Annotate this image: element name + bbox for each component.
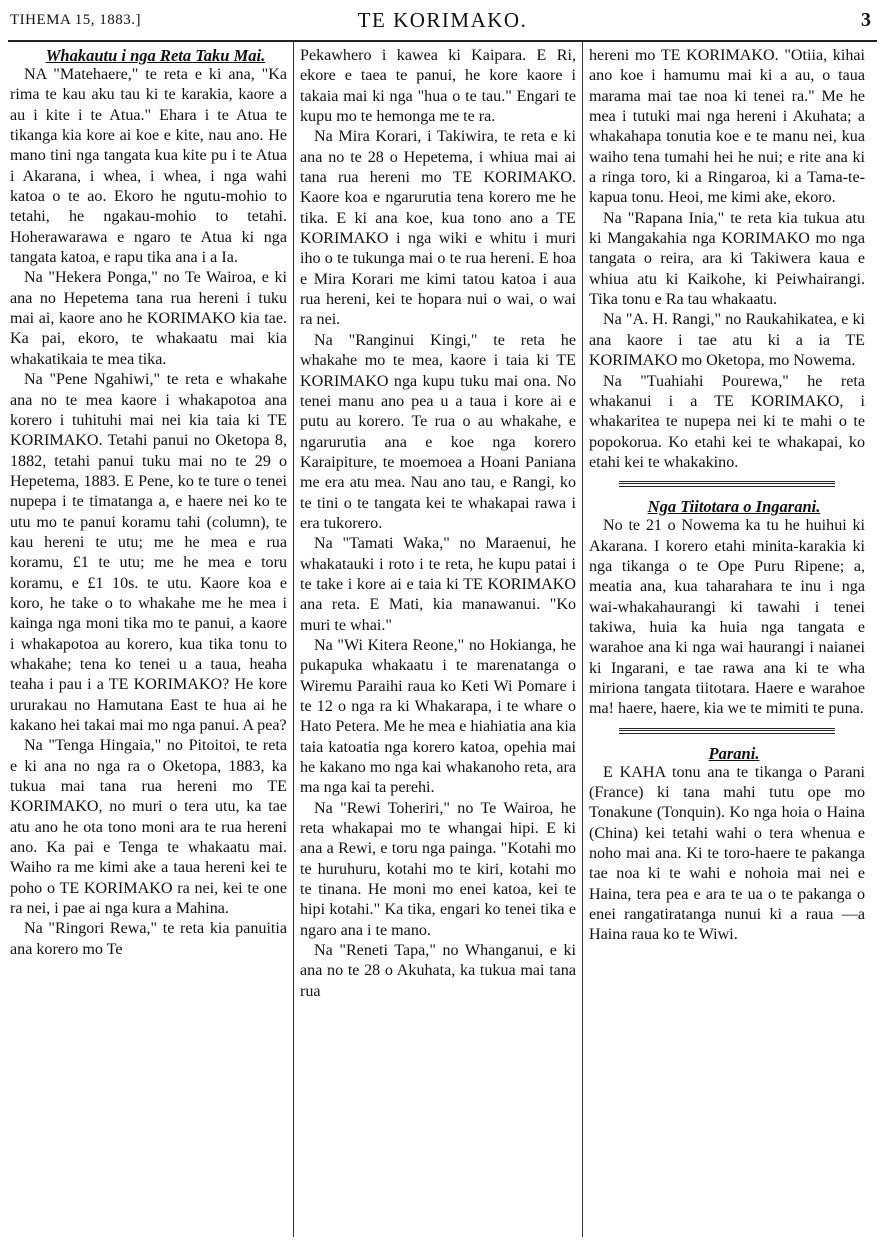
section-heading: Nga Tiitotara o Ingarani.	[647, 497, 821, 517]
paragraph: Na "Rapana Inia," te reta kia tukua atu ki Mangakahia nga KORIMAKO mo nga tangata o reira, ara ki Takiwera kaua e whiua atu ki Kaikohe, ki Peiwhairangi. Tika tonu e Ra tau whakaatu.	[589, 209, 865, 309]
masthead	[4, 0, 881, 40]
column-3	[582, 42, 871, 1237]
section-heading: Parani.	[708, 743, 760, 763]
newspaper-title: TE KORIMAKO.	[357, 8, 528, 32]
section-divider	[619, 728, 835, 734]
page-number: 3	[861, 8, 871, 31]
paragraph: Pekawhero i kawea ki Kaipara. E Ri, ekore e taea te panui, he kore kaore i takaia mai ki nga "hua o te tau." Engari te kupu mo te hemonga me te ra.	[300, 47, 576, 126]
paragraph: NA "Matehaere," te reta e ki ana, "Ka rima te kau aku tau ki te karakia, kaore a au i kite i te Atua." Ehara i te Atua te tikanga kia kore ai koe e kite, nau ano. He mano tini nga tangata kua kite pu i te Atua i Akarana, i whea, i whea, i nga wahi katoa o te ao. Ekoro he ngutu-mohio to tetahi, he ngakau-mohio to tetahi. Hoherawarawa e ngaro te Atua ki nga tangata katoa, e rapu tika ana i a Ia.	[10, 66, 287, 267]
paragraph: Na "Wi Kitera Reone," no Hokianga, he pukapuka whakaatu i te marenatanga o Wiremu Paraihi raua ko Keti Wi Pomare i te 12 o nga ra ki Whakarapa, i te whare o Hato Petera. Me he mea e hiahiatia ana kia taia katoatia nga korero katoa, opehia mai he kakano mo nga kai whakanoho reta, ara ma nga kai ta perehi.	[300, 636, 576, 797]
paragraph: Na "Tuahiahi Pourewa," he reta whakanui i a TE KORIMAKO, i whakaritea te nupepa nei ki te mahi o te popokorua. Ko etahi kei te whakapai, ko etahi kei te whakakino.	[589, 372, 865, 471]
column-2	[293, 42, 582, 1237]
paragraph: Na "Rewi Toheriri," no Te Wairoa, he reta whakapai mo te whangai hipi. E ki ana a Rewi, e toru nga painga. "Kotahi mo te huruhuru, kotahi mo te kiri, kotahi mo te tinana. He moni mo enei katoa, kei te hipi kotahi." Ka tika, engari ko tenei tika e ngaro ana i te mano.	[300, 799, 576, 939]
column-1	[4, 42, 293, 1237]
columns	[4, 42, 881, 1237]
paragraph: Na "Pene Ngahiwi," te reta e whakahe ana no te mea kaore i whakapotoa ana korero i tuhituhi mai nei kia taia ki TE KORIMAKO. Tetahi panui no Oketopa 8, 1882, tetahi panui tuku mai no te 29 o Hepetema, 1883. E Pene, ko te ture o tenei nupepa i te timatanga a, e haere nei ko te utu mo te panui koramu tahi (column), te kau hereni te utu; me he mea e rua koramu, £1 te utu; me he mea e toru koramu, e £1 10s. te utu. Kaore koa e koro, he take o to whakahe me he mea i kainga nga moni tika mo te panui, a kaore i whakapotoa au korero, kua tika tonu to whakahe; tena ko tenei u a taua, heaha teaha i pau i a TE KORIMAKO? He kore ururakau no Hamutana East te hua ai he kakano hei takai mai mo nga panui. A pea?	[10, 371, 287, 734]
issue-date: TIHEMA 15, 1883.]	[10, 11, 141, 28]
paragraph: Na "Tenga Hingaia," no Pitoitoi, te reta e ki ana no nga ra o Oketopa, 1883, ka tukua mai tana rua hereni mo TE KORIMAKO, no muri o tera utu, ka tae atu ano he ota tono moni ara te rua hereni ano. Ka pai e Tenga te whakaatu mai. Waiho ra me kimi ake a taua hereni kei te poho o TE KORIMAKO ra nei, kei te one ra nei, i pae ai nga kura a Mahina.	[10, 737, 287, 918]
paragraph: Na "A. H. Rangi," no Raukahikatea, e ki ana kaore i tae atu ki a ia TE KORIMAKO mo Oketopa, mo Nowema.	[589, 311, 865, 370]
paragraph: Na "Ringori Rewa," te reta kia panuitia ana korero mo Te	[10, 920, 287, 958]
paragraph: Na "Tamati Waka," no Maraenui, he whakatauki i roto i te reta, he kupu patai i te take i kore ai e taia ki TE KORIMAKO ana reta. E Mati, kia manawanui. "Ko muri te whai."	[300, 535, 576, 634]
column-heading: Whakautu i nga Reta Taku Mai.	[45, 46, 266, 65]
paragraph: Na "Reneti Tapa," no Whanganui, e ki ana no te 28 o Akuhata, ka tukua mai tana rua	[300, 942, 576, 1000]
paragraph: Na "Ranginui Kingi," te reta he whakahe mo te mea, kaore i taia ki TE KORIMAKO nga kupu tuku mai ona. No tenei manu ano pea u a taua i kore ai e putu au korero. Te rua o au whakahe, e ngarurutia ana e koe nga korero Karaipiture, te moemoea a Hoani Paniana me era atu mea. Nau ano tau, e Rangi, ko te tini o te tangata kei te whakapai rawa i era tukorero.	[300, 331, 576, 532]
paragraph: Na "Hekera Ponga," no Te Wairoa, e ki ana no Hepetema tana rua hereni i tuku mai ai, kaore ano he KORIMAKO kia tae. Ka pai, ekoro, te whakaatu mai kia whakatikaia te mea tika.	[10, 269, 287, 368]
paragraph: E KAHA tonu ana te tikanga o Parani (France) ki tana mahi tutu ope mo Tonakune (Tonquin). Ko nga hoia o Haina (China) kei tetahi wahi o tera whenua e noho mai ana. Ki te toro-haere te pakanga tae noa ki te wahi e nohoia mai nei e Haina, tera pea e ara te ua o te pakanga o enei rangatiratanga nunui ki a raua —a Haina raua ko te Wiwi.	[589, 763, 865, 944]
section-divider	[619, 481, 835, 487]
paragraph: Na Mira Korari, i Takiwira, te reta e ki ana no te 28 o Hepetema, i whiua mai ai tana rua hereni mo TE KORIMAKO. Kaore koa e ngarurutia tena korero me he tika. E ki ana koe, kua tono ano a TE KORIMAKO i nga wiki e whitu i muri iho o te tukunga mai o te rua hereni. E hoa e Mira Korari me kimi tatou katoa i aua rua hereni, kei te hopara nui o wai, o wai ra nei.	[300, 128, 576, 329]
paragraph: hereni mo TE KORIMAKO. "Otiia, kihai ano koe i hamumu mai ki a au, o taua marama mai tae noa ki tenei ra." Me he mea i tutuki mai nga hereni i Akuhata; a whakahapa tonutia koe e te manu nei, kua waiho tena tumahi hei he nui; e rite ana ki a ringa toro, ki a Ringaroa, ki a Tama-te-kapua tonu. Heoi, me kimi ake, ekoro.	[589, 47, 865, 207]
paragraph: No te 21 o Nowema ka tu he huihui ki Akarana. I korero etahi minita-karakia ki nga tikanga o te Ope Puru Ripene; a, meatia ana, kua taharahara te inu i nga wai-whakahaurangi ki tawahi i tenei takiwa, huia ka huia nga tangata e warahoe ana ki nga wai haurangi i naianei ki Ingarani, e tae rawa ana ki te wha miriona tangata tiitotara. Haere e warahoe ma! haere, haere, kia we te mimiti te puna.	[589, 517, 865, 718]
